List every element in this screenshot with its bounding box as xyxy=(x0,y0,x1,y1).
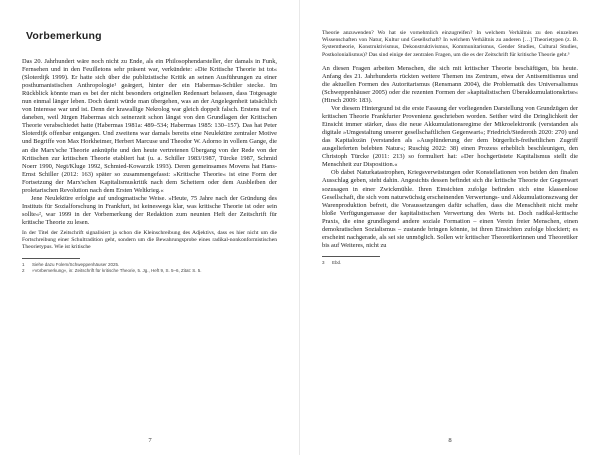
paragraph: An diesen Fragen arbeiten Menschen, die sich mit kritischer Theorie beschäftigen, bis heute. Anfang des 21. Jahrhunderts rückten weitere Themen ins Zentrum, etwa der Antisemitismus und die aktuellen Formen des Autoritarismus (Rensmann 2004), die Problematik des Universalismus (Schweppenhäuser 2005) oder die rezenten Formen der »kapitalistischen Überakkumulationskrise« (Hirsch 2009: 183). xyxy=(322,64,578,104)
footnotes xyxy=(22,258,277,275)
left-body-text xyxy=(22,58,277,227)
page-number: 8 xyxy=(448,437,452,444)
footnote-text: Ebd. xyxy=(332,259,342,265)
block-quote: In der Titel der Zeitschrift signalisiert ja schon die Kleinschreibung des Adjektivs, dass es hier nicht um die Fortschreibung einer Schultradition geht, sondern um die Bewahrungsprobe eines radikal-nonkonformistischen Theorietypus. Wie ist kritische xyxy=(22,229,277,251)
footnote-number: 1 xyxy=(22,261,25,267)
block-quote-continued: Theorie anzuwenden? Wo hat sie vornehmlich einzugreifen? In welchem Verhältnis zu den einzelnen Wissenschaften von Natur, Kultur und Gesellschaft? In welchem Verhältnis zu anderen […] Theorietypen (z. B. Systemtheorie, Konstruktivismus, Dekonstruktivismus, Kommunitarismus, Gender Studies, Cultural Studies, Postkolonialismus)? Das sind einige der zentralen Fragen, um die es der Zeitschrift für kritische Theorie geht.³ xyxy=(322,30,578,58)
footnotes xyxy=(322,256,578,266)
paragraph: Vor diesem Hintergrund ist die erste Fassung der vorliegenden Darstellung von Grundzügen der kritischen Theorie Frankfurter Provenienz geschrieben worden. Seither wird die Dringlichkeit der Einsicht immer stärker, dass die neue Akkumulationsregime der Mikroelektronik (verstanden als digitale »Umgestaltung unserer gesellschaftlichen Gegenwart«; Friedrich/Stederoth 2020: 270) und das Kapitalozän (verstanden als »Ausplünderung der dem bürgerlich-freiheitlichen Zugriff ausgelieferten belebten Natur«; Ruschig 2022: 38) einen Prozess erheblich beschleunigen, den Christoph Türcke (2011: 213) so formuliert hat: »Der hochgerüstete Kapitalismus stellt die Menschheit zur Disposition.« xyxy=(322,105,578,169)
footnote xyxy=(322,260,578,266)
footnote-number: 3 xyxy=(322,259,325,265)
footnote-text: Siehe dazu Folem/Schweppenhäuser 2025. xyxy=(32,261,120,267)
footnote-rule xyxy=(322,256,380,257)
right-body-text xyxy=(322,65,578,250)
footnote-number: 2 xyxy=(22,268,25,273)
footnote-rule xyxy=(22,258,80,259)
right-page xyxy=(300,0,600,455)
footnote-text: »Vorbemerkung«, in: Zeitschrift für kritische Theorie, 5. Jg., Heft 9, S. 5–6, Zitat: S. 5. xyxy=(32,268,202,273)
paragraph: Jene Neulektüre erfolgte auf undogmatische Weise. »Heute, 75 Jahre nach der Gründung des Instituts für Sozialforschung in Frankfurt, ist keineswegs klar, was kritische Theorie ist oder sein sollte«², war 1999 in der Vorbemerkung der Redaktion zum neunten Heft der Zeitschrift für kritische Theorie zu lesen. xyxy=(22,194,277,226)
page-number: 7 xyxy=(148,437,152,444)
paragraph: Ob dabei Naturkatastrophen, Kriegsverwüstungen oder Konstellationen von beiden den finalen Ausschlag geben, steht dahin. Angesichts dessen befindet sich die kritische Theorie der Gegenwart sozusagen in einer Zwickmühle. Ihren Einsichten zufolge befinden sich eine klassenlose Gesellschaft, die sich vom naturwüchsig erscheinenden Verwertungs- und Akkumulationszwang der Warenproduktion befreit, die Voraussetzungen dafür schaffen, dass die Menschheit nicht mehr bloße Verfügungsmasse der kapitalistischen Verwertung des Werts ist. Doch radikal-kritische Praxis, die eine grundlegend andere soziale Formation – einen Verein freier Menschen, einen demokratischen Sozialismus – zustande bringen könnte, ist ihren Einsichten zufolge blockiert; es erscheint nachgerade, als sei sie unmöglich. Sollen wir kritischer Theoretikerinnen und Theoretiker bis auf Weiteres, nicht zu xyxy=(322,169,578,249)
chapter-heading: Vorbemerkung xyxy=(26,30,102,42)
paragraph: Das 20. Jahrhundert wäre noch nicht zu Ende, als ein Philosophendarsteller, der damals in Funk, Fernsehen und in den Feuilletons sehr präsent war, verkündete: »Die Kritische Theorie ist tot« (Sloterdijk 1999). Er hatte sich über die publizistische Kritik an seinen Ausführungen zu einer posthumanistischen Anthropologie¹ geärgert, hinter der ein Habermas-Schüler stecke. Im Rückblick könnte man es bei der nicht besonders originellen Redensart belassen, dass Totgesagte nun einmal länger leben. Doch damit würde man übergehen, was an der Angelegenheit tatsächlich von Interesse war und ist. Denn der krawallige Nekrolog war gleich doppelt falsch. Erstens traf er daneben, weil Jürgen Habermas sich seinerzeit schon längst von den Grundlagen der Kritischen Theorie verabschiedet hatte (Habermas 1981a: 489–534; Habermas 1985: 130–157). Das hat Peter Sloterdijk offenbar entgangen. Und zweitens war damals bereits eine Neulektüre zentraler Motive und Begriffe von Max Horkheimer, Herbert Marcuse und Theodor W. Adorno in vollem Gange, die an die Marx'sche Theorie anknüpfte und den heute vertretenen Übergang von der Rede von der Kritischen zur kritischen Theorie etabliert hat (u. a. Schiller 1983/1987, Türcke 1987, Schmid Noerr 1990, Negt/Kluge 1992, Schmied-Kowarzik 1993). Deren gemeinsames Movens hat Hans-Ernst Schiller (2012: 163) später so zusammengefasst: »Kritische Theorie« ist eine Form der Fortsetzung der Marx'schen Kapitalismuskritik nach dem Scheitern oder dem Ausbleiben der proletarischen Revolution nach dem Ersten Weltkrieg.« xyxy=(22,58,277,194)
footnote xyxy=(22,268,277,274)
